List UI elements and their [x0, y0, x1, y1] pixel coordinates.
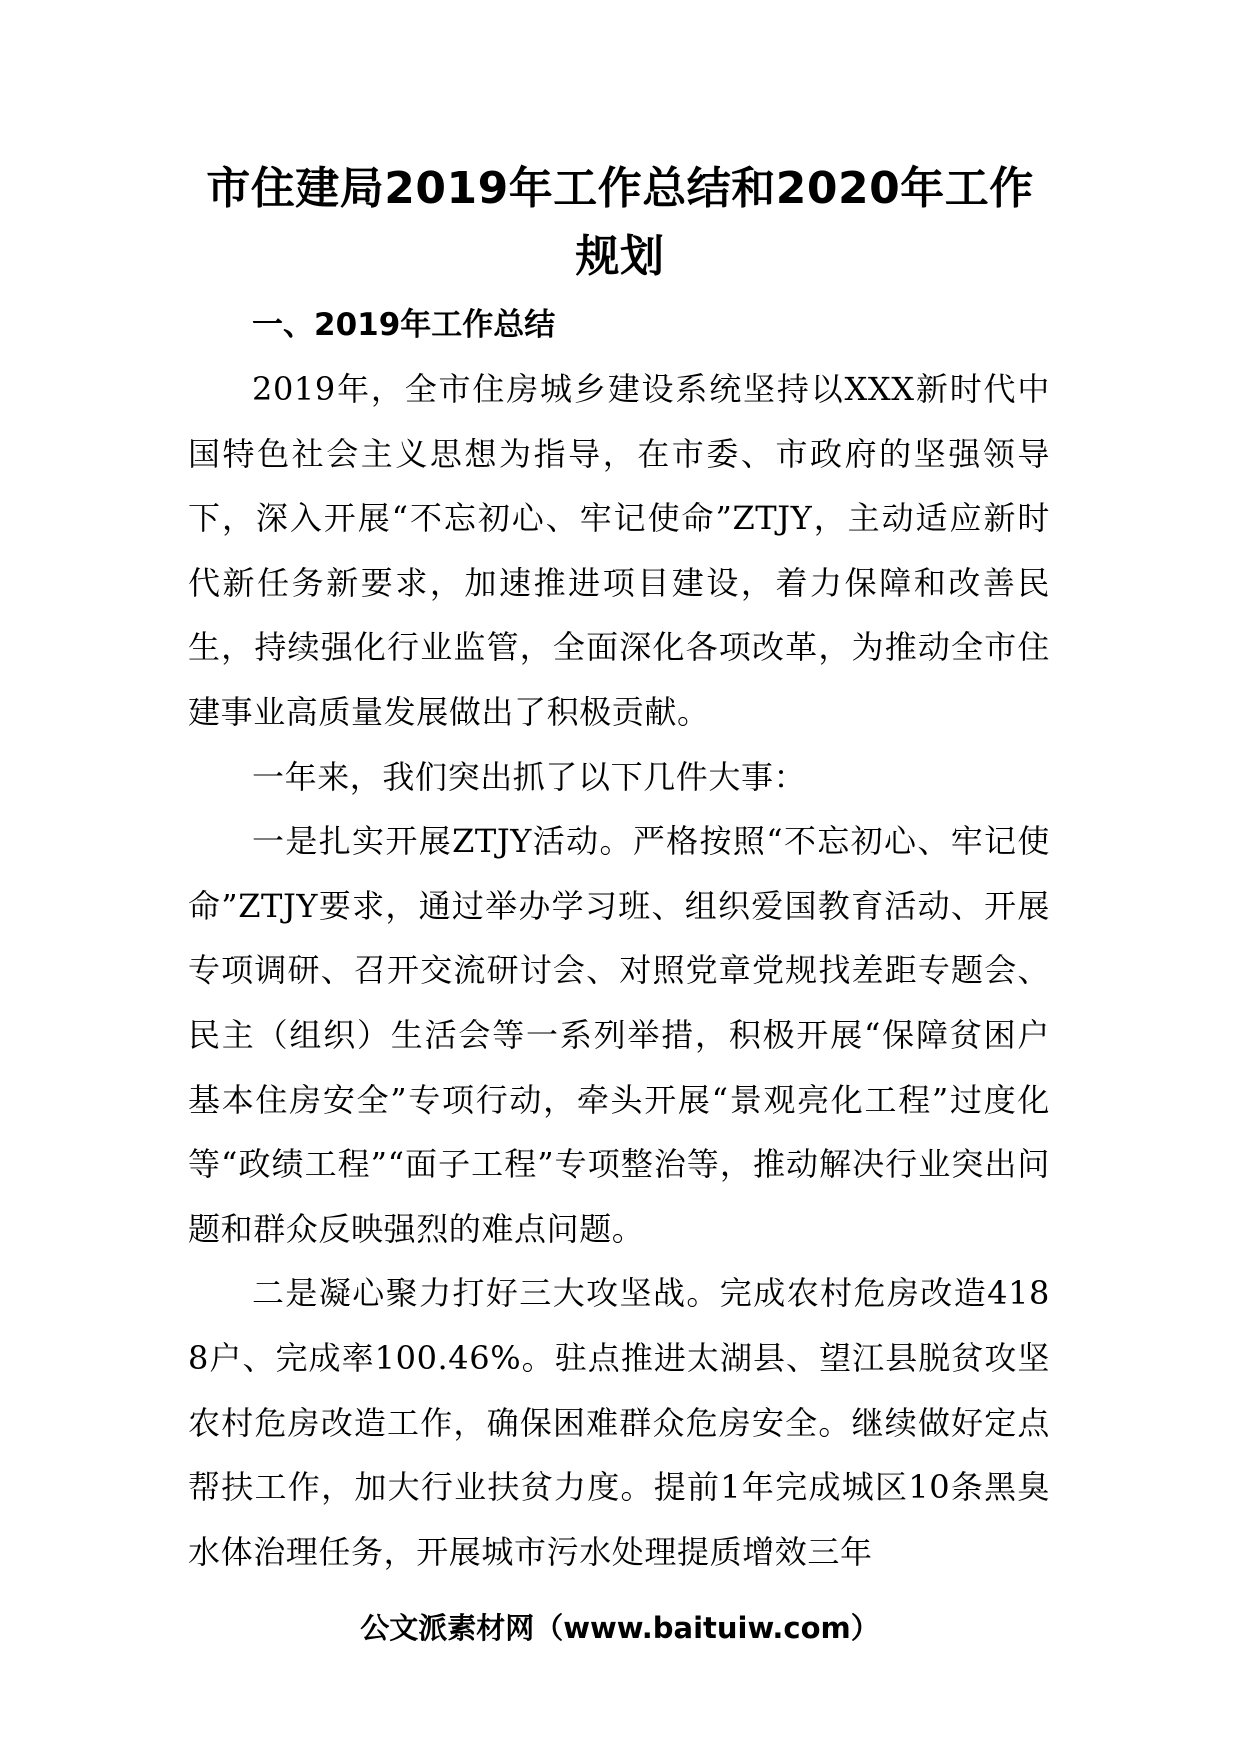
footer-source: 公文派素材网（www.baituiw.com）: [360, 1611, 880, 1645]
paragraph-item-1: 一是扎实开展ZTJY活动。严格按照“不忘初心、牢记使命”ZTJY要求，通过举办学习班、组织爱国教育活动、开展专项调研、召开交流研讨会、对照党章党规找差距专题会、民主（组织）生活会等一系列举措，积极开展“保障贫困户基本住房安全”专项行动，牵头开展“景观亮化工程”过度化等“政绩工程”“面子工程”专项整治等，推动解决行业突出问题和群众反映强烈的难点问题。: [188, 822, 1050, 1248]
paragraph-intro: 2019年，全市住房城乡建设系统坚持以XXX新时代中国特色社会主义思想为指导，在市委、市政府的坚强领导下，深入开展“不忘初心、牢记使命”ZTJY，主动适应新时代新任务新要求，加速推进项目建设，着力保障和改善民生，持续强化行业监管，全面深化各项改革，为推动全市住建事业高质量发展做出了积极贡献。: [188, 370, 1050, 731]
paragraph-item-2: 二是凝心聚力打好三大攻坚战。完成农村危房改造4188户、完成率100.46%。驻点推进太湖县、望江县脱贫攻坚农村危房改造工作，确保困难群众危房安全。继续做好定点帮扶工作，加大行业扶贫力度。提前1年完成城区10条黑臭水体治理任务，开展城市污水处理提质增效三年: [188, 1274, 1050, 1571]
section-heading: 一、2019年工作总结: [252, 307, 556, 343]
document-title: 市住建局2019年工作总结和2020年工作规划: [206, 163, 1034, 282]
document-body: [188, 293, 1050, 1584]
paragraph-overview: 一年来，我们突出抓了以下几件大事：: [252, 757, 807, 796]
